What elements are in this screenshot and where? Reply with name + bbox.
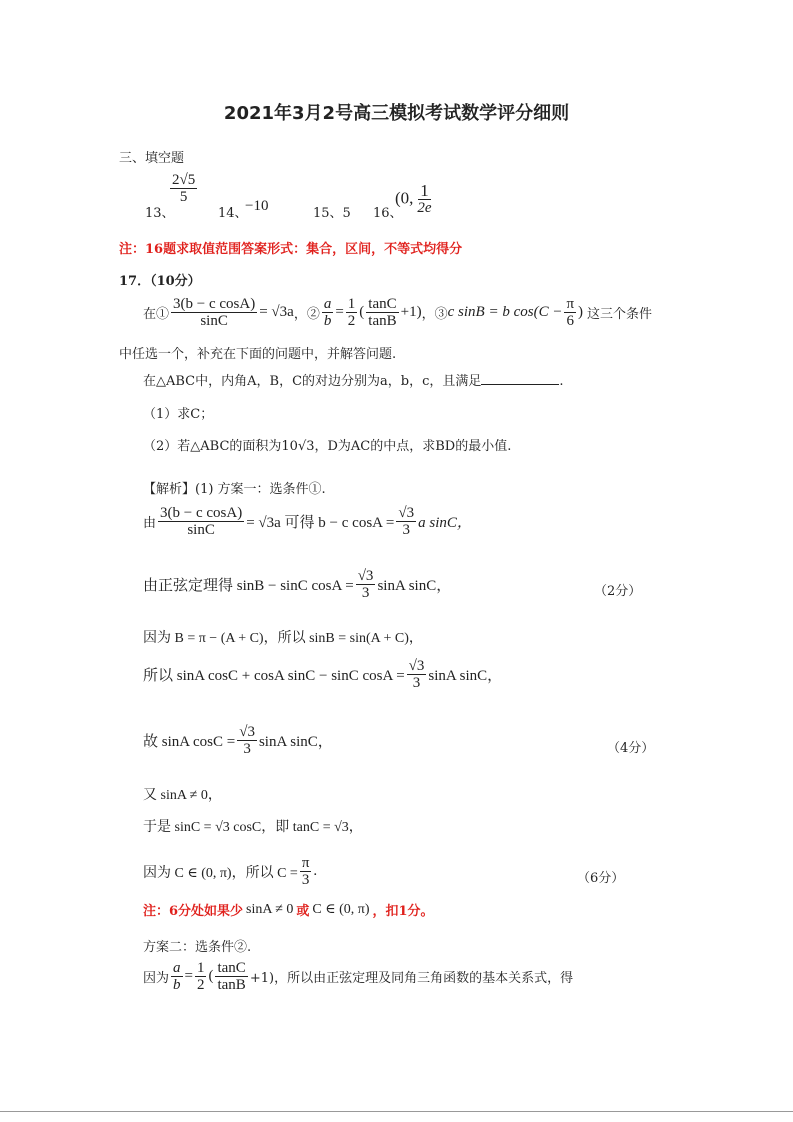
s8-pre: 因为 C ∈ (0, π)，所以 C = bbox=[143, 865, 298, 881]
q17-line3-text: 在△ABC中，内角A，B，C的对边分别为a，b，c，且满足 bbox=[143, 374, 482, 389]
p2-half-n: 1 bbox=[196, 960, 205, 976]
c1-numerator: 3(b − c cosA) bbox=[173, 296, 256, 312]
s2-root3: √3 bbox=[357, 568, 374, 584]
answer-13-denominator: 5 bbox=[179, 189, 188, 205]
c2-tail: +1) bbox=[400, 304, 422, 320]
c3-pi: π bbox=[566, 296, 575, 312]
answer-16-denominator: 2e bbox=[417, 200, 432, 216]
s4-pre: 所以 sinA cosC + cosA sinC − sinC cosA = bbox=[143, 668, 405, 684]
p2-b: b bbox=[173, 977, 181, 993]
solution-step7: 于是 sinC = √3 cosC，即 tanC = √3， bbox=[143, 820, 363, 835]
answer-16-numerator: 1 bbox=[420, 181, 429, 200]
s4-root3: √3 bbox=[408, 658, 425, 674]
s5-tail: sinA sinC， bbox=[258, 734, 333, 750]
s2-three: 3 bbox=[361, 585, 370, 601]
plan2-heading: 方案二：选条件②. bbox=[143, 940, 252, 955]
p2-tail: +1)，所以由正弦定理及同角三角函数的基本关系式，得 bbox=[249, 971, 574, 986]
c1-rhs: = √3a bbox=[259, 304, 294, 320]
p2-half-d: 2 bbox=[196, 977, 205, 993]
answer-14-value: −10 bbox=[245, 198, 269, 214]
c2-a: a bbox=[323, 296, 332, 312]
s8-three: 3 bbox=[301, 872, 310, 888]
s1-root3: √3 bbox=[398, 505, 415, 521]
solution-step2 bbox=[143, 568, 451, 601]
score-2: （2分） bbox=[594, 584, 642, 599]
note-b: sinA ≠ 0 bbox=[246, 901, 294, 917]
s5-three: 3 bbox=[243, 741, 251, 757]
q17-line3-end: . bbox=[559, 374, 564, 389]
s4-tail: sinA sinC， bbox=[428, 668, 503, 684]
solution-step8 bbox=[143, 855, 317, 888]
q17-part2: （2）若△ABC的面积为10√3，D为AC的中点，求BD的最小值. bbox=[143, 439, 512, 454]
sep2: ，③ bbox=[421, 307, 448, 322]
score-4: （4分） bbox=[607, 741, 655, 756]
plan2-step1: 因为 $\frac{a}{b}$ = $\frac{1}{2}$ ( $\frac{\tan C}{\tan B}$ +1)，所以由正弦定理及同角三角函数的基本关系式，得 bbox=[143, 960, 574, 993]
solution-step4 bbox=[143, 658, 502, 691]
s1-pre: 由 bbox=[143, 516, 157, 531]
c3-six: 6 bbox=[566, 313, 574, 329]
s1-rhs: = √3a 可得 b − c cosA = bbox=[246, 515, 395, 531]
q17-header: 17．（10分） bbox=[119, 274, 201, 289]
solution-step1 bbox=[143, 505, 472, 538]
q17-conditions-line: 在① $\frac{\text{3(b − c cosA)}}{\sin C}$ = √3a ，② $\frac{a}{b}$ = $\frac{1}{2}$ ( $\frac{\tan C}{\tan B}$ +1) ，③ c sinB = b cos(C − $\frac{\pi}{6}$ ) 这三个条件 bbox=[143, 296, 653, 329]
solution-step6: 又 sinA ≠ 0， bbox=[143, 788, 222, 803]
answer-13-fraction bbox=[168, 172, 199, 205]
q17-part1: （1）求C； bbox=[143, 407, 214, 422]
s1-numerator: 3(b − c cosA) bbox=[160, 505, 243, 521]
note-6-points bbox=[143, 900, 434, 919]
s5-root3: √3 bbox=[239, 724, 255, 740]
q17-line2: 中任选一个，补充在下面的问题中，并解答问题. bbox=[119, 347, 397, 362]
c2-b: b bbox=[323, 313, 332, 329]
note-a: 注：6分处如果少 bbox=[143, 904, 244, 919]
c3-expression: c sinB = b cos(C − bbox=[447, 304, 563, 320]
q17-lead: 在① bbox=[143, 307, 170, 322]
c2-half-d: 2 bbox=[347, 313, 356, 329]
s1-three: 3 bbox=[402, 522, 410, 538]
section-heading: 三、填空题 bbox=[119, 151, 185, 166]
answer-13-numerator: 2√5 bbox=[172, 172, 196, 188]
page-bottom-rule bbox=[0, 1111, 793, 1112]
p2-tanC: tanC bbox=[217, 960, 246, 976]
answer-16-interval bbox=[395, 183, 436, 216]
page-title: 2021年3月2号高三模拟考试数学评分细则 bbox=[223, 103, 570, 124]
c2-tanC: tanC bbox=[368, 296, 397, 312]
blank-line bbox=[481, 372, 559, 385]
q17-tail-text: 这三个条件 bbox=[587, 307, 653, 322]
s4-three: 3 bbox=[412, 675, 421, 691]
c2-tanB: tanB bbox=[368, 313, 397, 329]
answer-14-label: 14、 bbox=[218, 206, 248, 221]
answer-16-left: (0, bbox=[395, 188, 414, 208]
s2-pre: 由正弦定理得 sinB − sinC cosA = bbox=[143, 578, 354, 594]
answer-15: 15、5 bbox=[313, 206, 351, 221]
solution-step3: 因为 B = π − (A + C)，所以 sinB = sin(A + C)， bbox=[143, 631, 423, 646]
s8-tail: . bbox=[313, 863, 318, 879]
note-c: 或 bbox=[296, 904, 310, 919]
solution-step5 bbox=[143, 724, 333, 757]
s2-tail: sinA sinC， bbox=[377, 578, 452, 594]
note-e: ，扣1分。 bbox=[372, 904, 434, 919]
c2-eq: = bbox=[335, 304, 344, 320]
note-d: C ∈ (0, π) bbox=[312, 902, 370, 917]
p2-pre: 因为 bbox=[143, 971, 170, 986]
answer-13-label: 13、 bbox=[145, 206, 175, 221]
p2-a: a bbox=[173, 960, 181, 976]
answer-16-label: 16、 bbox=[373, 206, 403, 221]
s5-pre: 故 sinA cosC = bbox=[143, 734, 236, 750]
score-6: （6分） bbox=[577, 871, 625, 886]
sep1: ，② bbox=[293, 307, 320, 322]
c3-tail: ) bbox=[578, 304, 584, 320]
c2-half-n: 1 bbox=[347, 296, 356, 312]
p2-eq: = bbox=[184, 968, 193, 984]
q17-line3 bbox=[143, 370, 564, 389]
c1-denominator: sinC bbox=[200, 313, 228, 329]
s8-pi: π bbox=[301, 855, 310, 871]
s1-denominator: sinC bbox=[187, 522, 215, 538]
note-q16: 注：16题求取值范围答案形式：集合，区间，不等式均得分 bbox=[119, 242, 463, 257]
p2-tanB: tanB bbox=[217, 977, 246, 993]
solution-intro: 【解析】(1) 方案一：选条件①. bbox=[143, 482, 326, 497]
s1-tail: a sinC， bbox=[418, 515, 472, 531]
